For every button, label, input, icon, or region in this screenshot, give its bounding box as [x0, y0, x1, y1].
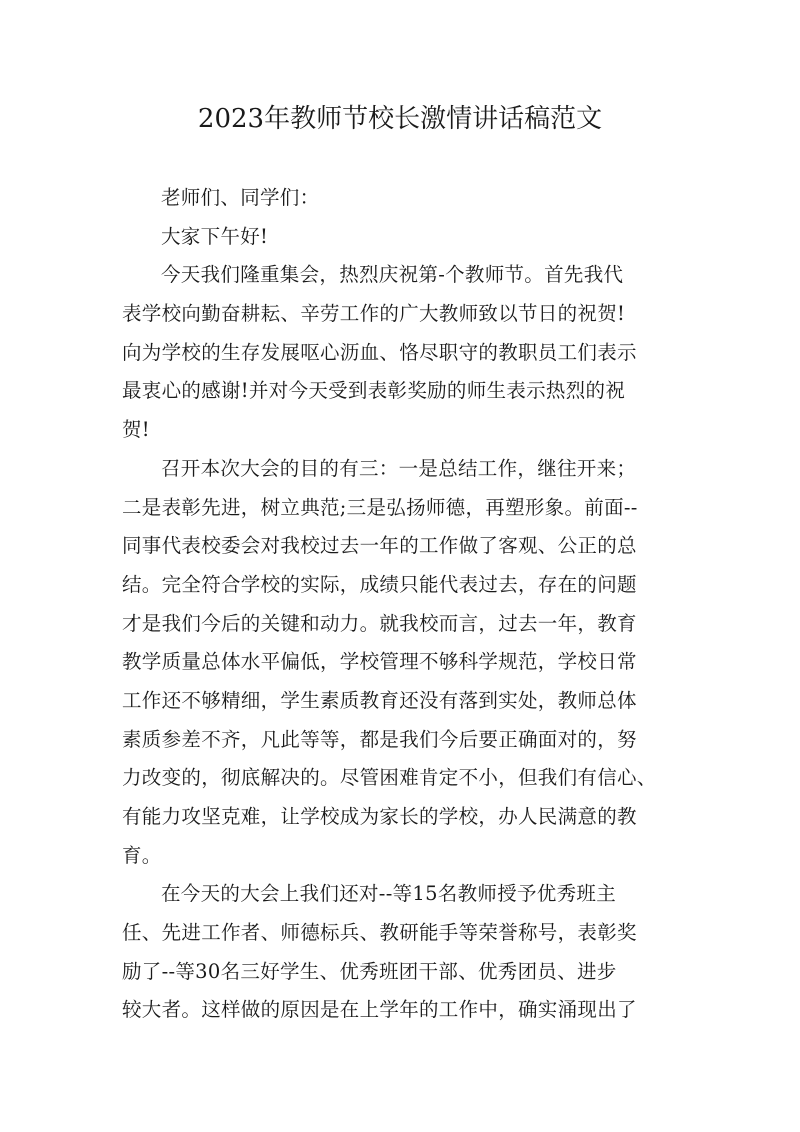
- text-line: 向为学校的生存发展呕心沥血、恪尽职守的教职员工们表示: [122, 340, 637, 364]
- text-line: 二是表彰先进，树立典范;三是弘扬师德，再塑形象。前面--: [122, 495, 638, 519]
- text-line: 召开本次大会的目的有三：一是总结工作，继往开来；: [161, 456, 637, 480]
- text-line: 最衷心的感谢!并对今天受到表彰奖励的师生表示热烈的祝: [122, 379, 626, 403]
- document-body: [122, 179, 682, 1030]
- text-line: 结。完全符合学校的实际，成绩只能代表过去，存在的问题: [122, 572, 637, 596]
- text-line: 才是我们今后的关键和动力。就我校而言，过去一年，教育: [122, 611, 637, 635]
- text-line: 工作还不够精细，学生素质教育还没有落到实处，教师总体: [122, 688, 637, 712]
- text-line: 表学校向勤奋耕耘、辛劳工作的广大教师致以节日的祝贺!: [122, 302, 626, 326]
- text-line: 力改变的，彻底解决的。尽管困难肯定不小，但我们有信心、: [122, 766, 657, 790]
- document-title: 2023年教师节校长激情讲话稿范文: [197, 104, 603, 134]
- text-line: 老师们、同学们：: [161, 186, 320, 209]
- text-line: 教学质量总体水平偏低，学校管理不够科学规范，学校日常: [122, 650, 637, 674]
- text-line: 大家下午好!: [161, 224, 269, 248]
- text-line: 素质参差不齐，凡此等等，都是我们今后要正确面对的，努: [122, 727, 637, 751]
- text-line: 任、先进工作者、师德标兵、教研能手等荣誉称号，表彰奖: [122, 921, 637, 945]
- text-line: 有能力攻坚克难，让学校成为家长的学校，办人民满意的教: [122, 805, 637, 828]
- text-line: 育。: [122, 843, 162, 867]
- text-line: 励了--等30名三好学生、优秀班团干部、优秀团员、进步: [122, 959, 617, 983]
- text-line: 在今天的大会上我们还对--等15名教师授予优秀班主: [161, 882, 616, 906]
- text-line: 同事代表校委会对我校过去一年的工作做了客观、公正的总: [122, 534, 637, 558]
- text-line: 贺!: [122, 418, 150, 442]
- text-line: 较大者。这样做的原因是在上学年的工作中，确实涌现出了: [122, 998, 637, 1022]
- text-line: 今天我们隆重集会，热烈庆祝第-个教师节。首先我代: [161, 263, 624, 287]
